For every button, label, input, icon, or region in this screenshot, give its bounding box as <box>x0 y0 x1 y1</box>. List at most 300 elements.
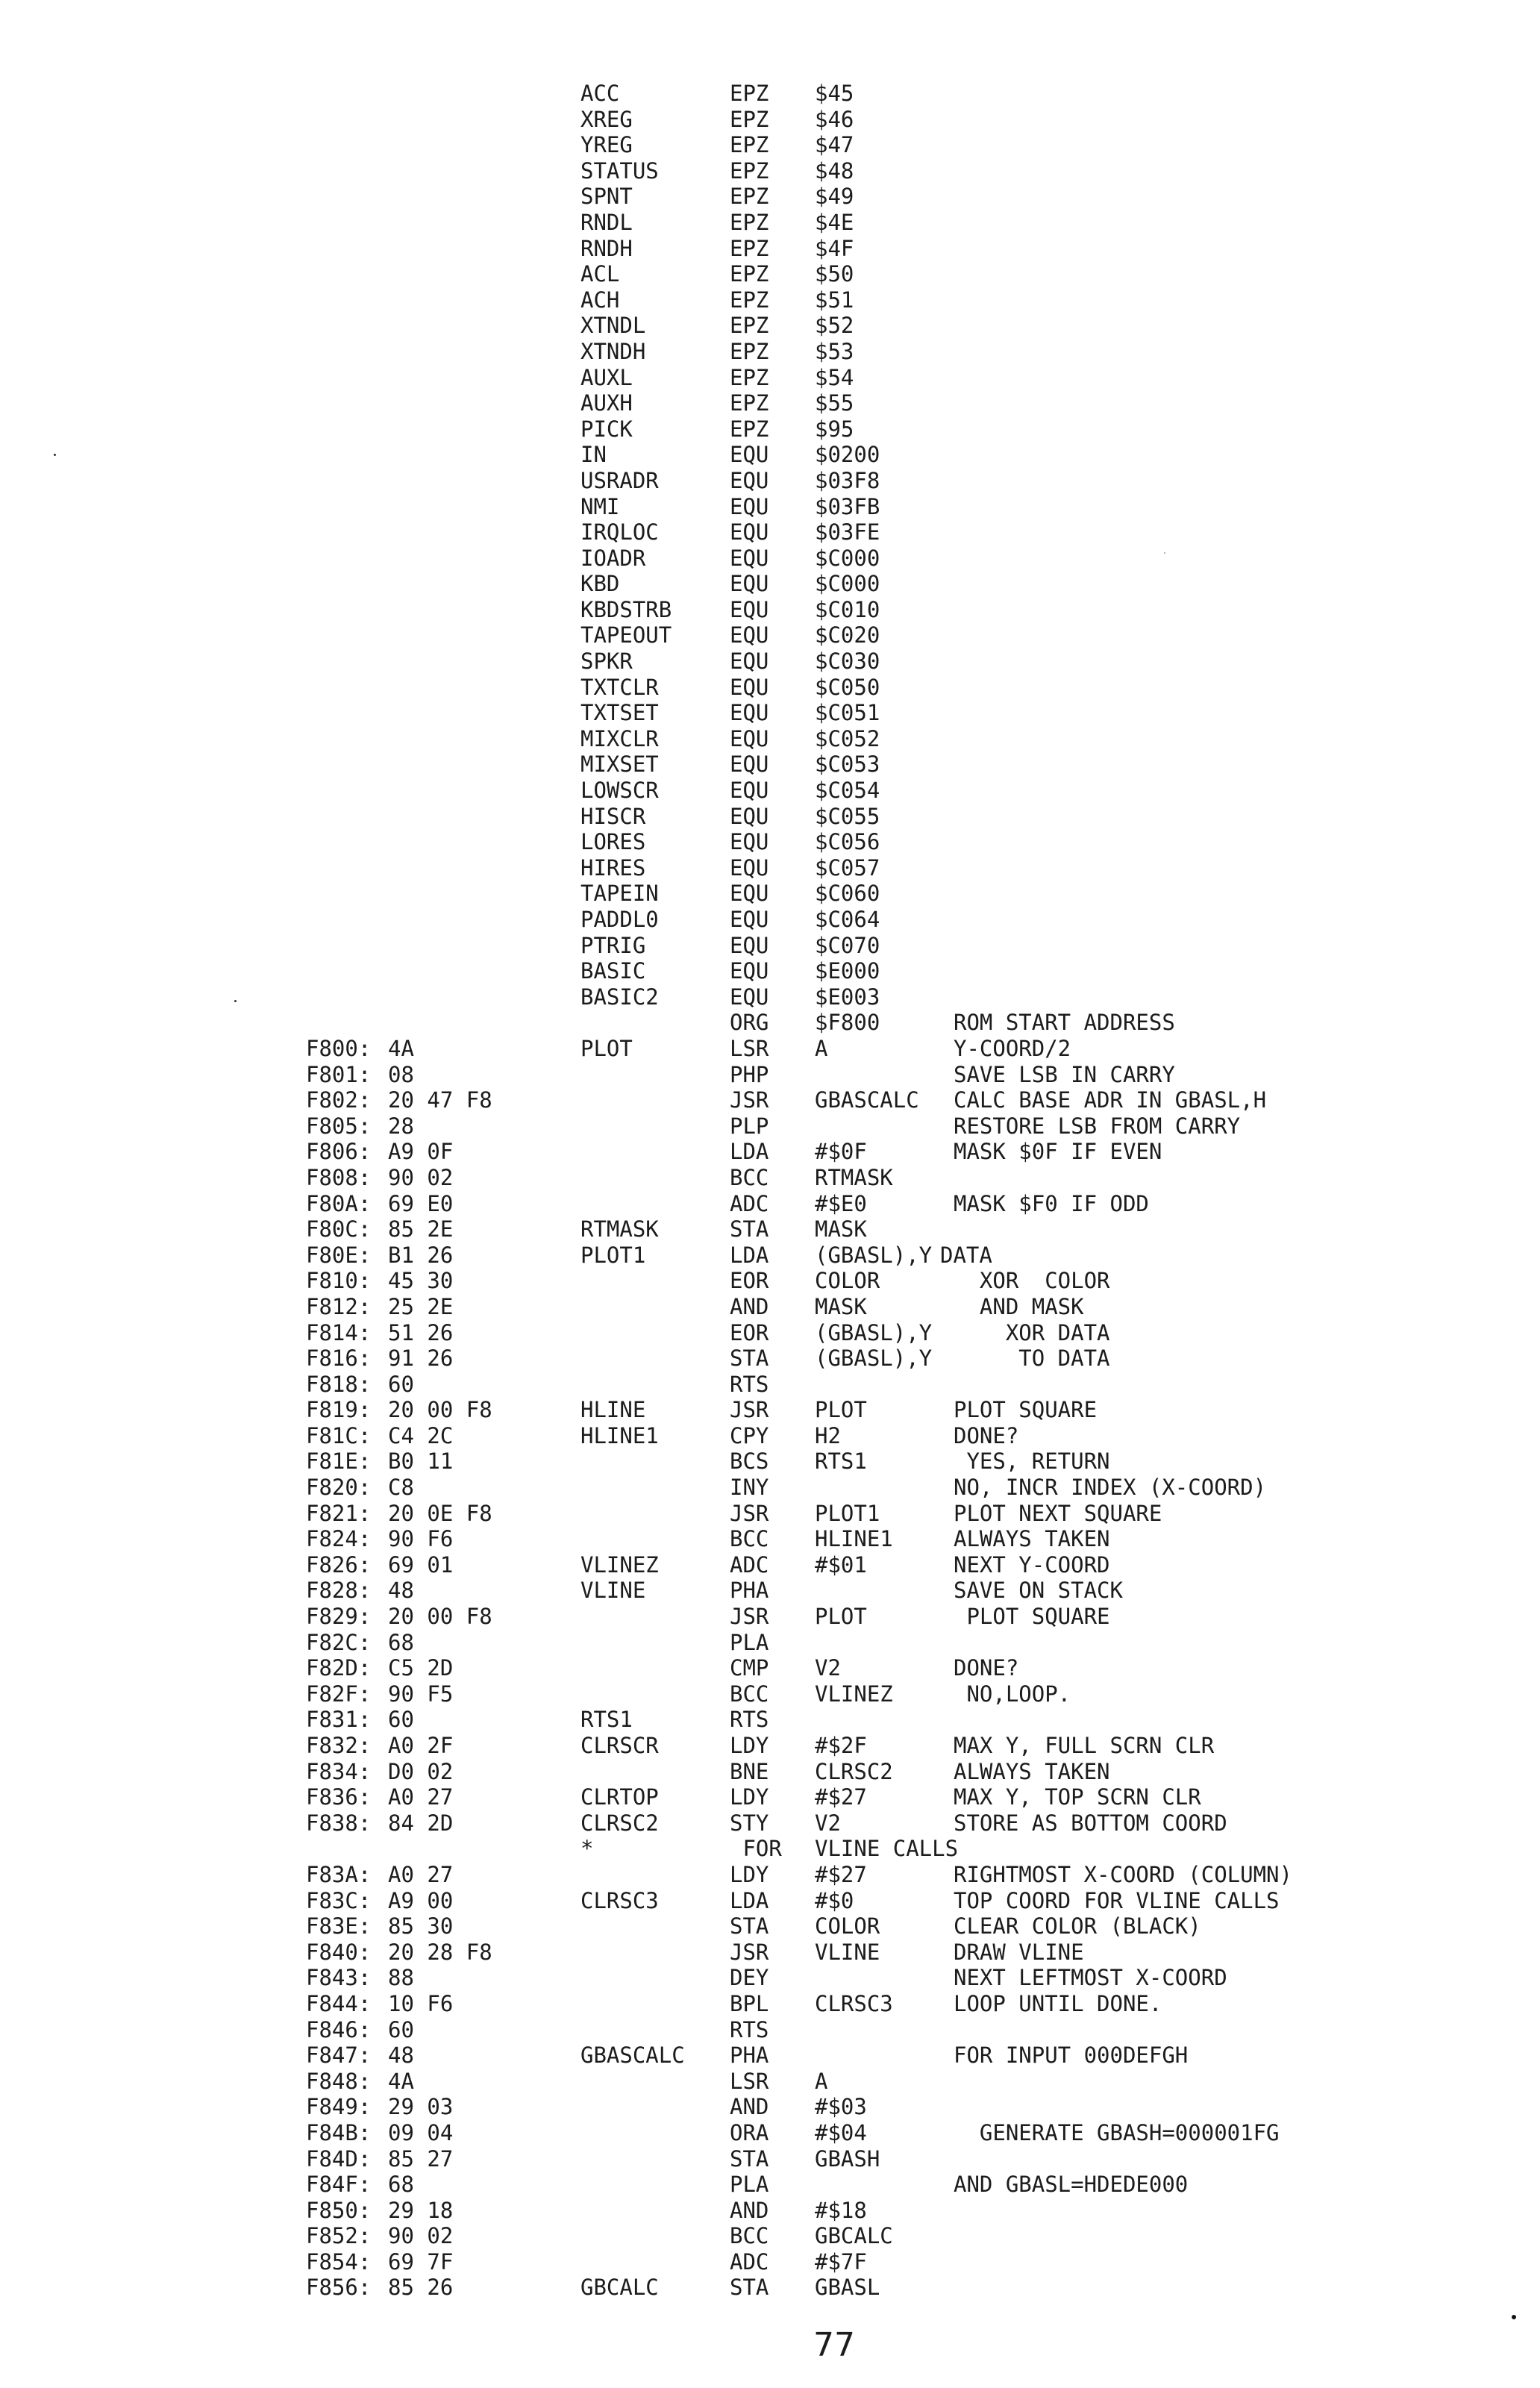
opcode: LSR <box>730 2068 769 2094</box>
label: CLRSCR <box>580 1733 659 1758</box>
listing-line <box>0 571 1540 597</box>
opcode: LDA <box>730 1242 769 1268</box>
address: F80E: <box>306 1242 372 1268</box>
opcode: BCC <box>730 1164 769 1190</box>
object-code: 68 <box>388 1629 414 1655</box>
listing-line <box>0 1888 1540 1914</box>
scan-speck <box>234 1000 237 1002</box>
address: F82F: <box>306 1681 372 1707</box>
operand: MASK <box>815 1293 867 1319</box>
opcode: JSR <box>730 1087 769 1113</box>
label: ACC <box>580 81 620 106</box>
opcode: EQU <box>730 907 769 932</box>
listing-line <box>0 1397 1540 1423</box>
opcode: ADC <box>730 1551 769 1578</box>
object-code: 85 27 <box>388 2145 454 2172</box>
listing-line <box>0 1810 1540 1837</box>
opcode: AND <box>730 1293 769 1319</box>
label: KBD <box>580 571 620 597</box>
operand: #$18 <box>815 2197 867 2223</box>
opcode: FOR <box>730 1836 782 1862</box>
listing-line <box>0 287 1540 313</box>
comment: NO,LOOP. <box>954 1681 1071 1707</box>
listing-line <box>0 597 1540 623</box>
comment: DONE? <box>954 1655 1019 1681</box>
operand: (GBASL),Y <box>815 1345 933 1372</box>
operand: $47 <box>815 132 854 158</box>
operand: (GBASL),Y <box>815 1242 933 1268</box>
label: PADDL0 <box>580 907 659 932</box>
opcode: PLP <box>730 1113 769 1139</box>
opcode: STA <box>730 1216 769 1243</box>
label: MIXSET <box>580 751 659 778</box>
listing-line <box>0 107 1540 133</box>
object-code: A9 00 <box>388 1887 454 1913</box>
address: F829: <box>306 1604 372 1630</box>
object-code: 90 F6 <box>388 1526 454 1552</box>
operand: HLINE1 <box>815 1526 893 1552</box>
opcode: ADC <box>730 2248 769 2275</box>
operand: A <box>815 2068 828 2094</box>
operand: $C057 <box>815 854 880 881</box>
label: RNDH <box>580 235 633 261</box>
operand: #$27 <box>815 1861 867 1887</box>
opcode: ORA <box>730 2119 769 2145</box>
label: HLINE <box>580 1397 646 1423</box>
address: F821: <box>306 1500 372 1526</box>
operand: PLOT1 <box>815 1500 880 1526</box>
operand: $C070 <box>815 932 880 958</box>
object-code: 84 2D <box>388 1810 454 1836</box>
comment: DONE? <box>954 1422 1019 1448</box>
object-code: 88 <box>388 1965 414 1991</box>
opcode: ORG <box>730 1010 769 1036</box>
operand: $48 <box>815 157 854 184</box>
opcode: JSR <box>730 1604 769 1630</box>
listing-line <box>0 261 1540 287</box>
operand: $50 <box>815 261 854 287</box>
comment: GENERATE GBASH=000001FG <box>954 2119 1280 2145</box>
label: * <box>580 1836 594 1862</box>
listing-line <box>0 1062 1540 1088</box>
label: TXTSET <box>580 700 659 726</box>
opcode: CMP <box>730 1655 769 1681</box>
operand: $C030 <box>815 648 880 675</box>
address: F812: <box>306 1293 372 1319</box>
label: HIRES <box>580 854 646 881</box>
listing-line <box>0 1191 1540 1217</box>
object-code: 45 30 <box>388 1268 454 1294</box>
opcode: BPL <box>730 1990 769 2016</box>
comment: TOP COORD FOR VLINE CALLS <box>954 1887 1280 1913</box>
listing-line <box>0 622 1540 648</box>
operand: PLOT <box>815 1397 867 1423</box>
object-code: 09 04 <box>388 2119 454 2145</box>
operand: $F800 <box>815 1010 880 1036</box>
listing-line <box>0 1526 1540 1552</box>
comment: DATA <box>940 1242 992 1268</box>
comment: MASK $F0 IF ODD <box>954 1190 1149 1216</box>
address: F828: <box>306 1578 372 1604</box>
listing-line <box>0 1759 1540 1785</box>
label: TAPEOUT <box>580 622 672 648</box>
address: F814: <box>306 1319 372 1345</box>
operand: #$2F <box>815 1733 867 1758</box>
operand: $03FB <box>815 493 880 519</box>
opcode: EPZ <box>730 338 769 364</box>
listing-line <box>0 933 1540 959</box>
address: F831: <box>306 1707 372 1733</box>
operand: $C050 <box>815 674 880 700</box>
address: F84B: <box>306 2119 372 2145</box>
address: F816: <box>306 1345 372 1372</box>
operand: #$01 <box>815 1551 867 1578</box>
label: HLINE1 <box>580 1422 659 1448</box>
label: USRADR <box>580 467 659 493</box>
address: F81E: <box>306 1448 372 1475</box>
comment: NO, INCR INDEX (X-COORD) <box>954 1475 1267 1501</box>
operand: $4F <box>815 235 854 261</box>
opcode: EQU <box>730 467 769 493</box>
object-code: 60 <box>388 1707 414 1733</box>
address: F82D: <box>306 1655 372 1681</box>
operand: VLINE CALLS <box>815 1836 959 1862</box>
label: BASIC <box>580 958 646 984</box>
listing-line <box>0 519 1540 546</box>
operand: A <box>815 1035 828 1061</box>
address: F847: <box>306 2042 372 2069</box>
operand: V2 <box>815 1810 841 1836</box>
object-code: 20 28 F8 <box>388 1939 492 1965</box>
operand: $C000 <box>815 545 880 571</box>
operand: GBASL <box>815 2275 880 2301</box>
comment: XOR COLOR <box>954 1268 1110 1294</box>
opcode: EQU <box>730 932 769 958</box>
object-code: 85 30 <box>388 1913 454 1940</box>
object-code: A0 2F <box>388 1733 454 1758</box>
comment: ALWAYS TAKEN <box>954 1526 1110 1552</box>
operand: #$03 <box>815 2094 867 2120</box>
opcode: ADC <box>730 1190 769 1216</box>
listing-line <box>0 829 1540 855</box>
object-code: 29 18 <box>388 2197 454 2223</box>
listing-line <box>0 2223 1540 2249</box>
listing-line <box>0 1139 1540 1165</box>
label: BASIC2 <box>580 984 659 1010</box>
listing-line <box>0 2069 1540 2095</box>
object-code: 60 <box>388 1371 414 1397</box>
opcode: RTS <box>730 1371 769 1397</box>
label: CLRTOP <box>580 1784 659 1810</box>
operand: $C060 <box>815 881 880 907</box>
operand: $52 <box>815 313 854 339</box>
address: F808: <box>306 1164 372 1190</box>
comment: AND MASK <box>954 1293 1084 1319</box>
listing-line <box>0 1268 1540 1294</box>
operand: GBCALC <box>815 2223 893 2249</box>
label: STATUS <box>580 157 659 184</box>
comment: YES, RETURN <box>954 1448 1110 1475</box>
label: SPKR <box>580 648 633 675</box>
opcode: BCC <box>730 2223 769 2249</box>
object-code: C4 2C <box>388 1422 454 1448</box>
listing-line <box>0 726 1540 752</box>
address: F83A: <box>306 1861 372 1887</box>
comment: RESTORE LSB FROM CARRY <box>954 1113 1241 1139</box>
operand: VLINEZ <box>815 1681 893 1707</box>
address: F824: <box>306 1526 372 1552</box>
object-code: 20 00 F8 <box>388 1397 492 1423</box>
operand: #$0 <box>815 1887 854 1913</box>
label: AUXH <box>580 390 633 416</box>
object-code: 20 0E F8 <box>388 1500 492 1526</box>
operand: $C000 <box>815 571 880 597</box>
opcode: RTS <box>730 1707 769 1733</box>
operand: V2 <box>815 1655 841 1681</box>
comment: DRAW VLINE <box>954 1939 1084 1965</box>
address: F844: <box>306 1990 372 2016</box>
operand: COLOR <box>815 1268 880 1294</box>
label: RNDL <box>580 209 633 235</box>
comment: CLEAR COLOR (BLACK) <box>954 1913 1201 1940</box>
comment: ALWAYS TAKEN <box>954 1758 1110 1784</box>
listing-line <box>0 1165 1540 1191</box>
listing-line <box>0 416 1540 443</box>
listing-line <box>0 778 1540 804</box>
comment: PLOT SQUARE <box>954 1397 1098 1423</box>
opcode: EQU <box>730 803 769 829</box>
label: AUXL <box>580 364 633 390</box>
listing-line <box>0 1733 1540 1759</box>
label: GBASCALC <box>580 2042 685 2069</box>
listing-line <box>0 1294 1540 1320</box>
label: XREG <box>580 106 633 132</box>
address: F82C: <box>306 1629 372 1655</box>
object-code: 28 <box>388 1113 414 1139</box>
opcode: EQU <box>730 725 769 751</box>
object-code: 08 <box>388 1061 414 1087</box>
listing-line <box>0 1372 1540 1398</box>
object-code: D0 02 <box>388 1758 454 1784</box>
label: VLINE <box>580 1578 646 1604</box>
operand: #$E0 <box>815 1190 867 1216</box>
operand: $C055 <box>815 803 880 829</box>
listing-line <box>0 468 1540 494</box>
opcode: EPZ <box>730 209 769 235</box>
opcode: DEY <box>730 1965 769 1991</box>
operand: COLOR <box>815 1913 880 1940</box>
opcode: STY <box>730 1810 769 1836</box>
listing-line <box>0 81 1540 107</box>
opcode: EQU <box>730 442 769 468</box>
label: IOADR <box>580 545 646 571</box>
operand: $C054 <box>815 778 880 804</box>
opcode: AND <box>730 2197 769 2223</box>
listing-line <box>0 1475 1540 1501</box>
opcode: EPZ <box>730 157 769 184</box>
object-code: 91 26 <box>388 1345 454 1372</box>
listing-line <box>0 751 1540 778</box>
opcode: EOR <box>730 1319 769 1345</box>
opcode: EPZ <box>730 364 769 390</box>
operand: $54 <box>815 364 854 390</box>
opcode: PHP <box>730 1061 769 1087</box>
object-code: 85 26 <box>388 2275 454 2301</box>
address: F838: <box>306 1810 372 1836</box>
label: VLINEZ <box>580 1551 659 1578</box>
listing-line <box>0 1113 1540 1140</box>
listing-line <box>0 442 1540 468</box>
listing-line <box>0 675 1540 701</box>
operand: $E000 <box>815 958 880 984</box>
opcode: EPZ <box>730 184 769 210</box>
opcode: EQU <box>730 622 769 648</box>
listing-line <box>0 2249 1540 2275</box>
address: F849: <box>306 2094 372 2120</box>
listing-line <box>0 804 1540 830</box>
listing-line <box>0 339 1540 365</box>
opcode: EPZ <box>730 261 769 287</box>
address: F806: <box>306 1139 372 1165</box>
operand: $0200 <box>815 442 880 468</box>
opcode: INY <box>730 1475 769 1501</box>
opcode: EPZ <box>730 287 769 313</box>
opcode: LDA <box>730 1139 769 1165</box>
listing-line <box>0 236 1540 262</box>
operand: $C010 <box>815 596 880 622</box>
address: F848: <box>306 2068 372 2094</box>
opcode: RTS <box>730 2016 769 2042</box>
label: NMI <box>580 493 620 519</box>
object-code: C8 <box>388 1475 414 1501</box>
comment: MASK $0F IF EVEN <box>954 1139 1162 1165</box>
operand: RTS1 <box>815 1448 867 1475</box>
listing-line <box>0 1913 1540 1940</box>
listing-line <box>0 2146 1540 2172</box>
label: YREG <box>580 132 633 158</box>
label: MIXCLR <box>580 725 659 751</box>
page-number: 77 <box>813 2326 855 2364</box>
comment: PLOT SQUARE <box>954 1604 1110 1630</box>
address: F840: <box>306 1939 372 1965</box>
listing-line <box>0 1345 1540 1372</box>
address: F80C: <box>306 1216 372 1243</box>
operand: $46 <box>815 106 854 132</box>
opcode: BCS <box>730 1448 769 1475</box>
opcode: JSR <box>730 1397 769 1423</box>
operand: CLRSC3 <box>815 1990 893 2016</box>
address: F802: <box>306 1087 372 1113</box>
listing-line <box>0 1681 1540 1707</box>
object-code: 69 E0 <box>388 1190 454 1216</box>
opcode: PLA <box>730 1629 769 1655</box>
listing-line <box>0 494 1540 520</box>
label: PLOT <box>580 1035 633 1061</box>
address: F850: <box>306 2197 372 2223</box>
opcode: PHA <box>730 2042 769 2069</box>
listing-line <box>0 390 1540 416</box>
address: F820: <box>306 1475 372 1501</box>
address: F843: <box>306 1965 372 1991</box>
operand: $03F8 <box>815 467 880 493</box>
address: F832: <box>306 1733 372 1758</box>
opcode: LDY <box>730 1733 769 1758</box>
opcode: STA <box>730 1913 769 1940</box>
label: XTNDH <box>580 338 646 364</box>
comment: MAX Y, TOP SCRN CLR <box>954 1784 1201 1810</box>
address: F84D: <box>306 2145 372 2172</box>
object-code: A0 27 <box>388 1784 454 1810</box>
listing-line <box>0 1578 1540 1604</box>
listing-line <box>0 546 1540 572</box>
label: XTNDL <box>580 313 646 339</box>
label: PLOT1 <box>580 1242 646 1268</box>
operand: $C052 <box>815 725 880 751</box>
object-code: A0 27 <box>388 1861 454 1887</box>
operand: $53 <box>815 338 854 364</box>
opcode: LSR <box>730 1035 769 1061</box>
comment: Y-COORD/2 <box>954 1035 1071 1061</box>
opcode: EQU <box>730 648 769 675</box>
listing-line <box>0 1965 1540 1991</box>
listing-line <box>0 1036 1540 1062</box>
opcode: EQU <box>730 881 769 907</box>
opcode: EPZ <box>730 390 769 416</box>
label: LOWSCR <box>580 778 659 804</box>
address: F800: <box>306 1035 372 1061</box>
address: F846: <box>306 2016 372 2042</box>
address: F83E: <box>306 1913 372 1940</box>
listing-line <box>0 881 1540 907</box>
listing-line <box>0 184 1540 210</box>
listing-line <box>0 2172 1540 2198</box>
operand: $C051 <box>815 700 880 726</box>
label: ACH <box>580 287 620 313</box>
object-code: 48 <box>388 2042 414 2069</box>
label: SPNT <box>580 184 633 210</box>
operand: #$0F <box>815 1139 867 1165</box>
opcode: PLA <box>730 2172 769 2198</box>
object-code: 68 <box>388 2172 414 2198</box>
object-code: 90 02 <box>388 2223 454 2249</box>
address: F84F: <box>306 2172 372 2198</box>
opcode: EQU <box>730 958 769 984</box>
address: F826: <box>306 1551 372 1578</box>
scan-speck <box>54 454 56 456</box>
object-code: B0 11 <box>388 1448 454 1475</box>
opcode: PHA <box>730 1578 769 1604</box>
listing-line <box>0 1423 1540 1449</box>
operand: GBASH <box>815 2145 880 2172</box>
operand: $C020 <box>815 622 880 648</box>
label: RTS1 <box>580 1707 633 1733</box>
listing-line <box>0 158 1540 184</box>
opcode: STA <box>730 2145 769 2172</box>
address: F856: <box>306 2275 372 2301</box>
opcode: STA <box>730 2275 769 2301</box>
operand: RTMASK <box>815 1164 893 1190</box>
address: F836: <box>306 1784 372 1810</box>
operand: VLINE <box>815 1939 880 1965</box>
address: F805: <box>306 1113 372 1139</box>
listing-line <box>0 1991 1540 2017</box>
address: F834: <box>306 1758 372 1784</box>
listing-line <box>0 1630 1540 1656</box>
comment: XOR DATA <box>954 1319 1110 1345</box>
listing-line <box>0 2094 1540 2120</box>
operand: (GBASL),Y <box>815 1319 933 1345</box>
comment: FOR INPUT 000DEFGH <box>954 2042 1189 2069</box>
